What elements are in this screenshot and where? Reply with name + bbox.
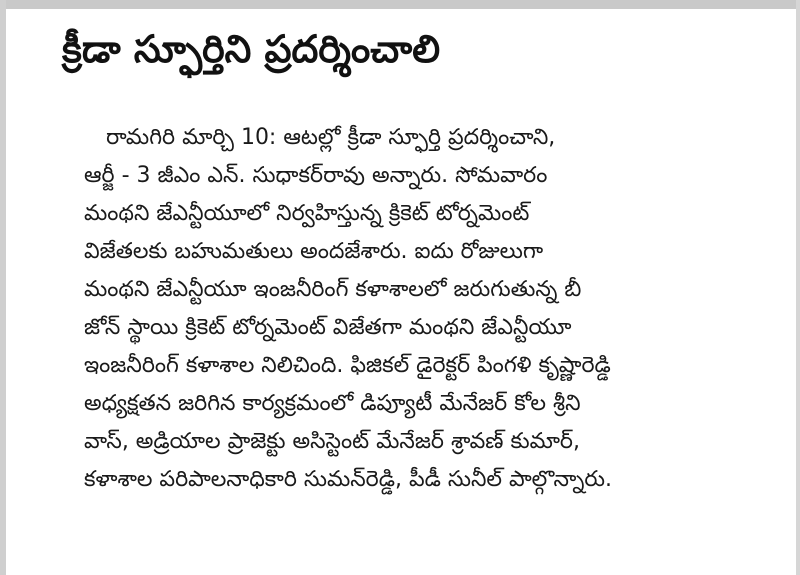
clipping-right-border (796, 0, 800, 575)
article-line-7: ఇంజనీరింగ్ కళాశాల నిలిచింది. ఫిజికల్ డైరెక్టర్ పింగళి కృష్ణారెడ్డి (84, 353, 611, 378)
article-line-8: అధ్యక్షతన జరిగిన కార్యక్రమంలో డిప్యూటీ మేనేజర్ కోల శ్రీని (84, 391, 581, 416)
article-line-1: రామగిరి మార్చి 10: ఆటల్లో క్రీడా స్ఫూర్తి ప్రదర్శించాని, (106, 125, 556, 150)
article-line-4: విజేతలకు బహుమతులు అందజేశారు. ఐదు రోజులుగా (84, 239, 544, 264)
article-line-10: కళాశాల పరిపాలనాధికారి సుమన్‌రెడ్డి, పీడీ సునీల్ పాల్గొన్నారు. (84, 467, 613, 492)
article-body (84, 119, 776, 499)
article-line-6: జోన్ స్థాయి క్రికెట్ టోర్నమెంట్ విజేతగా మంథని జేఎన్టీయూ (84, 315, 572, 340)
article-line-3: మంథని జేఎన్టీయూలో నిర్వహిస్తున్న క్రికెట్ టోర్నమెంట్ (84, 201, 530, 226)
article-line-2: ఆర్జీ - 3 జీఎం ఎన్. సుధాకర్‌రావు అన్నారు. సోమవారం (84, 163, 548, 188)
article-line-5: మంథని జేఎన్టీయూ ఇంజనీరింగ్ కళాశాలలో జరుగుతున్న బీ (84, 277, 582, 302)
clipping-top-border (0, 0, 800, 9)
article-headline: క్రీడా స్ఫూర్తిని ప్రదర్శించాలి (62, 27, 441, 71)
clipping-left-border (0, 0, 6, 575)
article-line-9: వాస్, అడ్రియాల ప్రాజెక్టు అసిస్టెంట్ మేనేజర్ శ్రావణ్ కుమార్, (84, 429, 580, 454)
